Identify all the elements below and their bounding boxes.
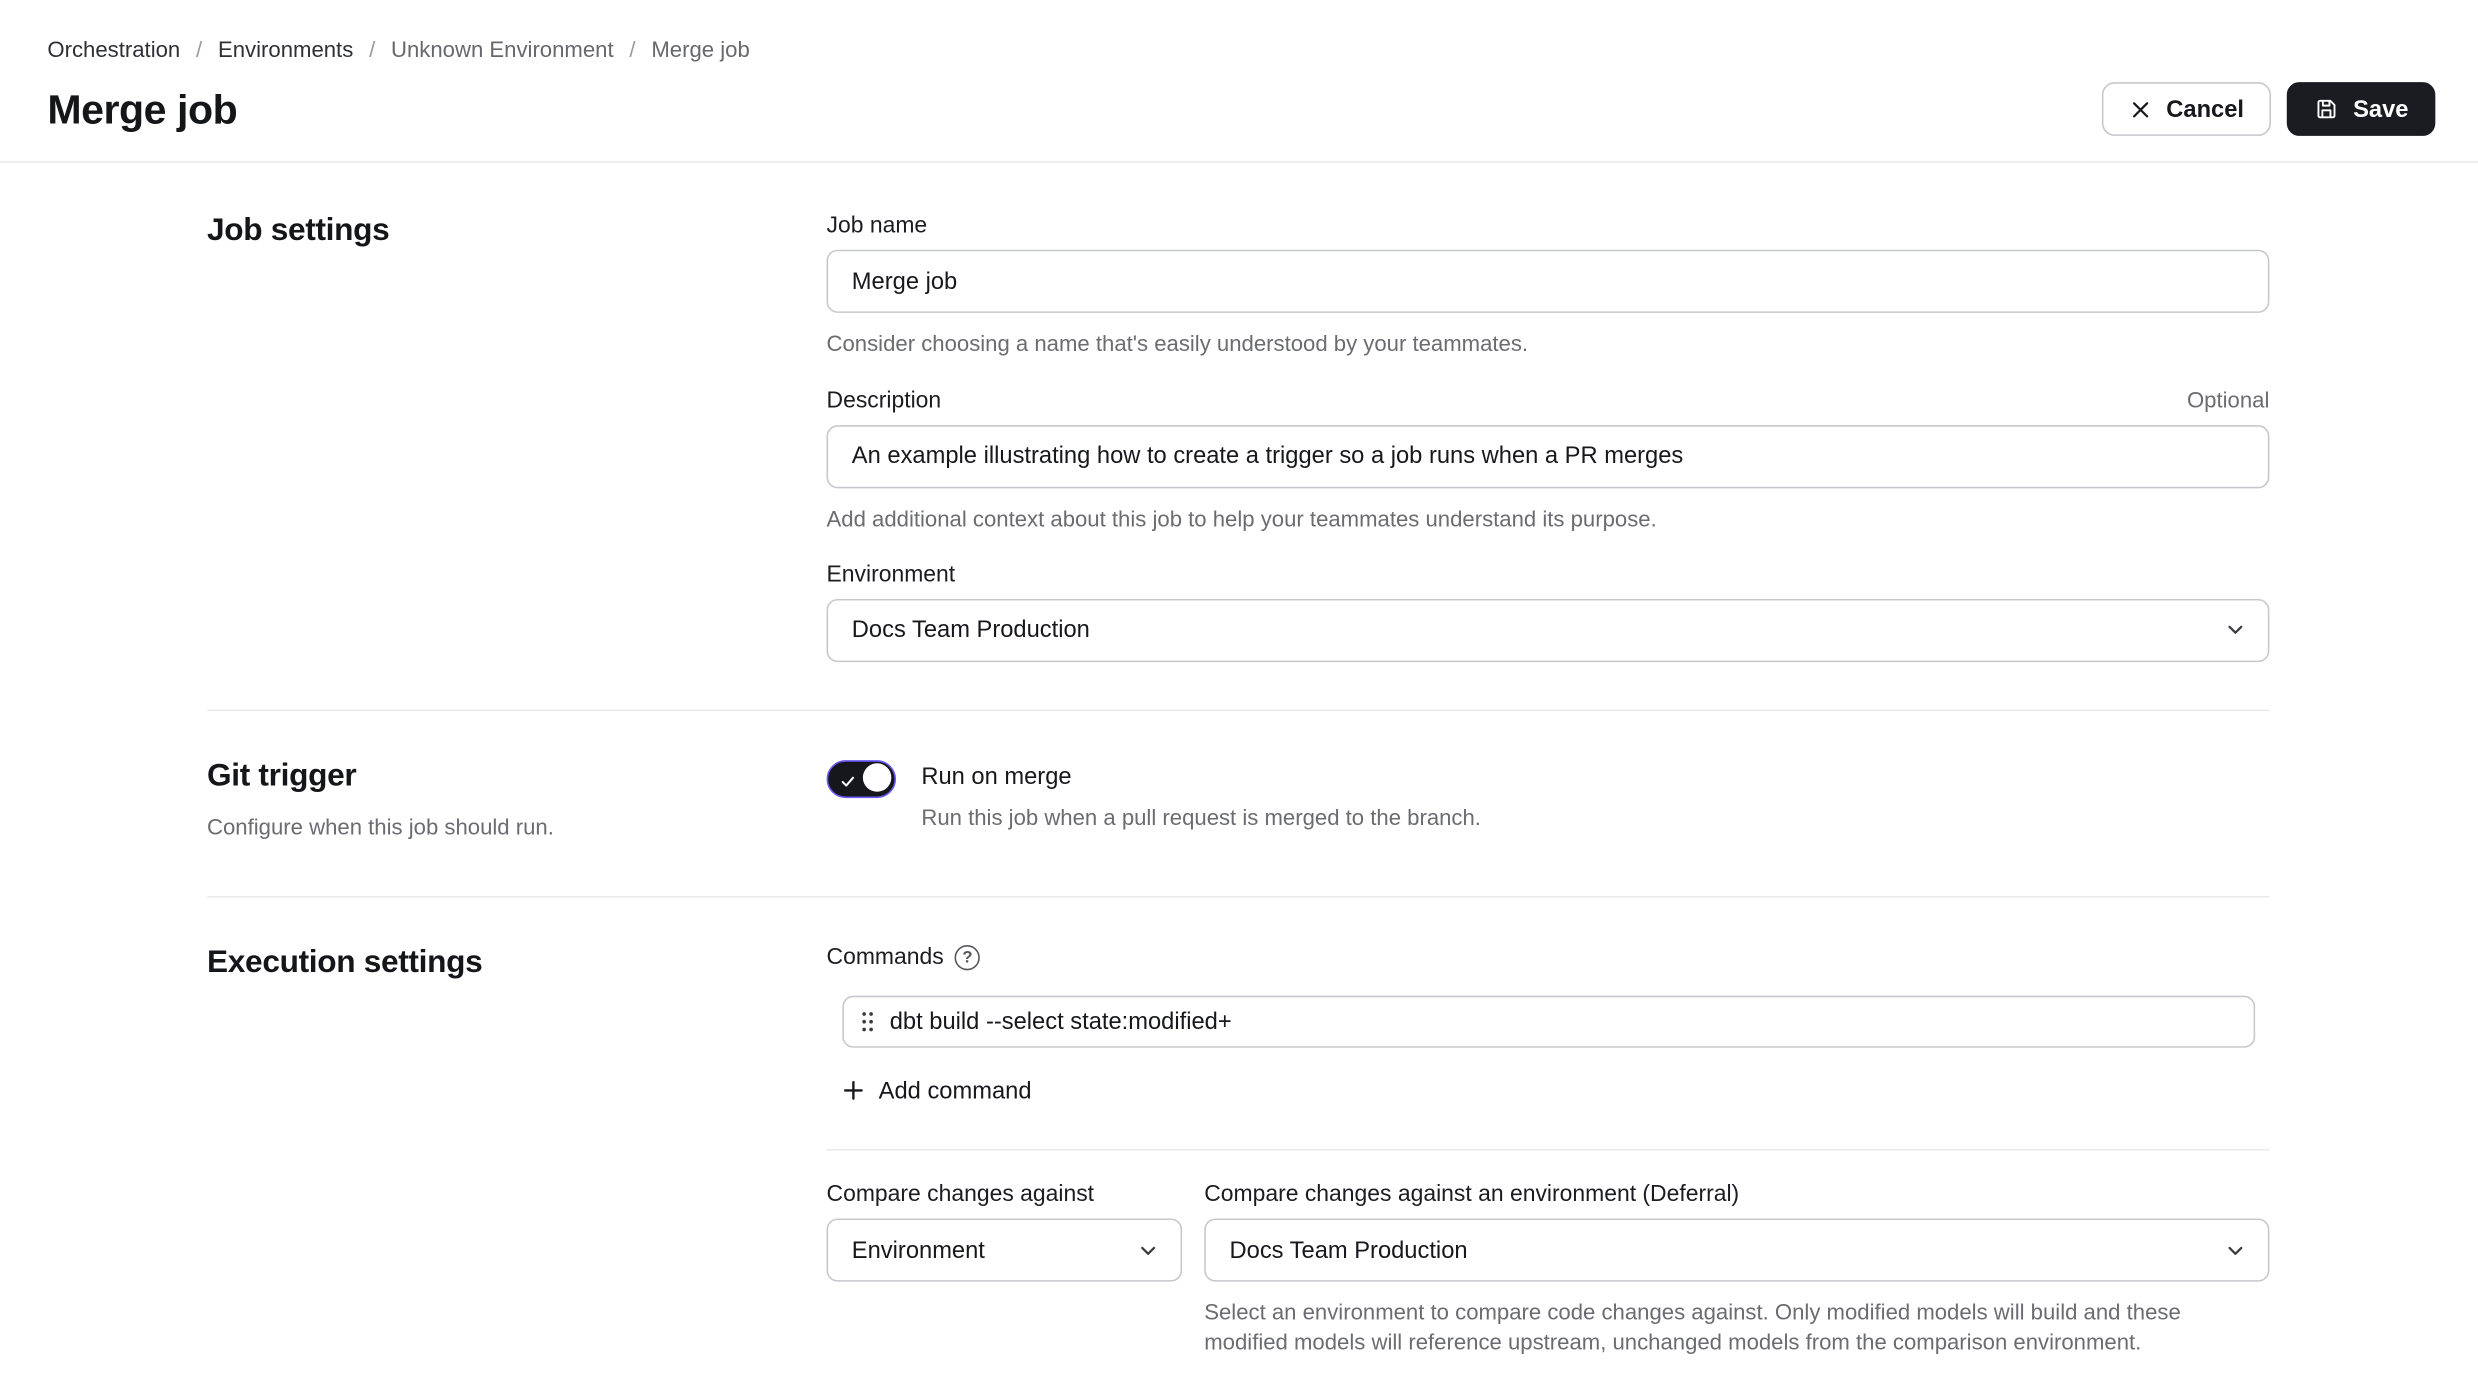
optional-badge: Optional	[2186, 387, 2270, 413]
add-command-label: Add command	[878, 1077, 1032, 1105]
save-button[interactable]	[2287, 82, 2436, 136]
breadcrumb-item-unknown-environment[interactable]: Unknown Environment	[391, 36, 614, 62]
deferral-select-value: Docs Team Production	[1229, 1237, 1468, 1264]
save-icon	[2314, 96, 2339, 121]
job-name-input[interactable]	[827, 250, 2270, 313]
deferral-label: Compare changes against an environment (Deferral)	[1204, 1182, 1740, 1208]
command-input[interactable]	[890, 1008, 2238, 1035]
breadcrumb-item-current: Merge job	[651, 36, 750, 62]
section-heading-job-settings: Job settings	[207, 213, 390, 249]
run-on-merge-row	[827, 758, 2270, 829]
run-on-merge-toggle[interactable]	[827, 760, 897, 798]
job-name-helper: Consider choosing a name that's easily understood by your teammates.	[826, 330, 1529, 356]
compare-against-select[interactable]	[827, 1219, 1183, 1282]
command-row[interactable]	[842, 995, 2255, 1047]
deferral-helper: Select an environment to compare code changes against. Only modified models will build and these modified models will reference upstream, unchanged models from the comparison environment.	[1204, 1299, 2181, 1355]
job-name-field	[827, 213, 2270, 358]
section-execution-settings	[207, 896, 2269, 1373]
breadcrumb-separator: /	[629, 36, 636, 62]
description-input[interactable]	[827, 425, 2270, 488]
commands-label: Commands	[826, 944, 944, 970]
description-label: Description	[826, 388, 942, 414]
toggle-knob	[863, 764, 891, 792]
breadcrumb-separator: /	[196, 36, 203, 62]
deferral-select[interactable]	[1204, 1219, 2269, 1282]
git-trigger-subtitle: Configure when this job should run.	[207, 813, 554, 839]
plus-icon	[842, 1080, 864, 1102]
page-title: Merge job	[47, 84, 238, 132]
breadcrumb-separator: /	[369, 36, 376, 62]
header-actions	[2101, 82, 2435, 136]
run-on-merge-helper: Run this job when a pull request is merged to the branch.	[921, 804, 1481, 830]
description-field	[827, 387, 2270, 534]
drag-handle-icon[interactable]	[860, 1010, 876, 1034]
description-helper: Add additional context about this job to help your teammates understand its purpose.	[826, 505, 1657, 531]
job-name-label: Job name	[826, 213, 928, 239]
section-heading-git-trigger: Git trigger	[207, 758, 357, 793]
help-icon[interactable]	[955, 945, 980, 970]
environment-label: Environment	[826, 562, 956, 588]
environment-select[interactable]	[827, 599, 2270, 662]
save-button-label: Save	[2353, 95, 2409, 123]
cancel-button[interactable]	[2101, 82, 2270, 136]
compare-against-field	[827, 1183, 1183, 1358]
check-icon	[839, 769, 856, 797]
breadcrumb	[47, 36, 2435, 61]
chevron-down-icon	[2225, 620, 2246, 641]
chevron-down-icon	[1138, 1240, 1159, 1261]
section-git-trigger	[207, 709, 2269, 895]
compare-against-select-value: Environment	[851, 1237, 985, 1264]
environment-select-value: Docs Team Production	[851, 616, 1090, 644]
deferral-field	[1204, 1183, 2269, 1358]
cancel-button-label: Cancel	[2166, 95, 2245, 123]
breadcrumb-item-orchestration[interactable]: Orchestration	[47, 36, 181, 62]
chevron-down-icon	[2225, 1240, 2246, 1261]
job-settings-form	[207, 163, 2269, 1373]
section-job-settings	[207, 163, 2269, 709]
breadcrumb-item-environments[interactable]: Environments	[217, 36, 354, 62]
section-heading-execution-settings: Execution settings	[207, 944, 483, 980]
divider	[827, 1149, 2270, 1151]
environment-field	[827, 562, 2270, 662]
page-header	[0, 0, 2478, 163]
close-icon	[2128, 97, 2152, 121]
compare-against-label: Compare changes against	[826, 1182, 1095, 1208]
run-on-merge-label: Run on merge	[921, 762, 1072, 790]
add-command-button[interactable]	[842, 1077, 1031, 1104]
